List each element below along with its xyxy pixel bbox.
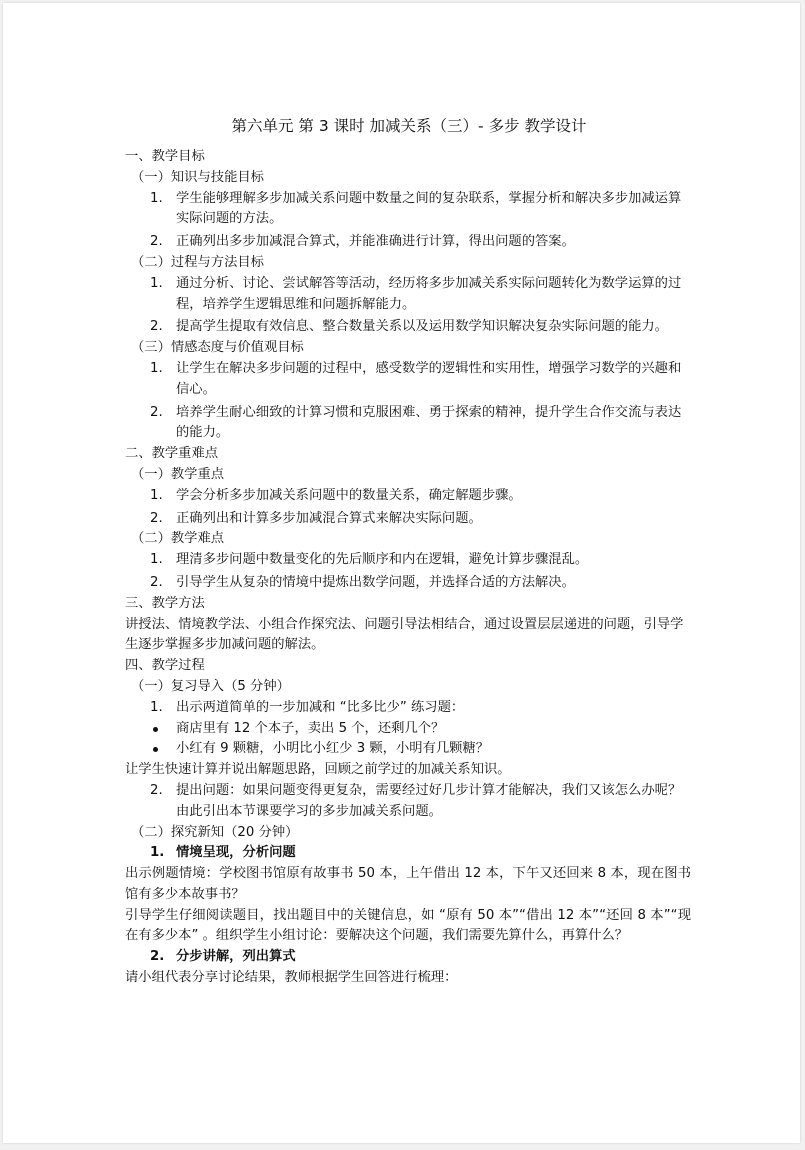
list-item (125, 781, 691, 823)
list-text: 正确列出多步加减混合算式，并能准确进行计算，得出问题的答案。 (176, 234, 575, 250)
paragraph: 请小组代表分享讨论结果，教师根据学生回答进行梳理： (125, 970, 458, 986)
list-text: 提出问题：如果问题变得更复杂，需要经过好几步计算才能解决，我们又该怎么办呢？由此引出本节课要学习的多步加减关系问题。 (176, 782, 682, 819)
list-text: 让学生在解决多步问题的过程中，感受数学的逻辑性和实用性，增强学习数学的兴趣和信心。 (176, 360, 682, 397)
list-text: 理清多步问题中数量变化的先后顺序和内在逻辑，避免计算步骤混乱。 (176, 552, 589, 568)
subsection-heading: （一）教学重点 (131, 466, 225, 482)
bullet-item (125, 719, 691, 740)
list-number: 2. (150, 319, 163, 335)
list-item (125, 573, 691, 594)
section-heading: 一、教学目标 (125, 149, 205, 164)
list-item (125, 359, 691, 401)
subsection-heading: （二）过程与方法目标 (131, 254, 264, 270)
section-heading: 三、教学方法 (125, 595, 205, 611)
list-item (125, 509, 691, 530)
list-item (125, 550, 691, 571)
document-page (3, 3, 800, 1143)
list-number: 1. (150, 275, 163, 291)
list-text: 学生能够理解多步加减关系问题中数量之间的复杂联系，掌握分析和解决多步加减运算实际问题的方法。 (176, 190, 682, 227)
paragraph: 讲授法、情境教学法、小组合作探究法、问题引导法相结合，通过设置层层递进的问题，引导学生逐步掌握多步加减问题的解法。 (125, 616, 684, 653)
list-number: 2. (150, 404, 163, 420)
list-item (125, 698, 691, 719)
list-number: 1. (150, 552, 163, 568)
list-item (125, 232, 691, 253)
bullet-text: 小红有 9 颗糖，小明比小红少 3 颗，小明有几颗糖？ (176, 741, 490, 757)
bullet-item (125, 739, 691, 760)
list-item (125, 317, 691, 338)
paragraph: 出示例题情境：学校图书馆原有故事书 50 本，上午借出 12 本，下午又还回来 8 本，现在图书馆有多少本故事书？ (125, 866, 691, 902)
list-text: 提高学生提取有效信息、整合数量关系以及运用数学知识解决复杂实际问题的能力。 (176, 319, 668, 335)
list-item (125, 403, 691, 445)
list-number: 2. (150, 782, 163, 798)
subsection-heading: （二）探究新知（20 分钟） (131, 824, 299, 840)
list-text: 学会分析多步加减关系问题中的数量关系，确定解题步骤。 (176, 487, 522, 503)
step-heading (125, 947, 691, 968)
subsection-heading: （一）复习导入（5 分钟） (131, 678, 290, 694)
subsection-heading: （二）教学难点 (131, 531, 225, 547)
list-text: 培养学生耐心细致的计算习惯和克服困难、勇于探索的精神，提升学生合作交流与表达的能力。 (176, 404, 682, 441)
list-number: 1. (150, 360, 163, 376)
step-text: 分步讲解，列出算式 (176, 949, 296, 965)
subsection-heading: （一）知识与技能目标 (131, 169, 264, 185)
step-number: 1. (150, 845, 165, 861)
list-item (125, 189, 691, 231)
section-heading: 二、教学重难点 (125, 446, 219, 462)
paragraph: 让学生快速计算并说出解题思路，回顾之前学过的加减关系知识。 (125, 762, 511, 778)
document-body (125, 115, 691, 989)
bullet-dot-icon (153, 747, 158, 752)
page-title: 第六单元 第 3 课时 加减关系（三）- 多步 教学设计 (231, 117, 587, 135)
step-text: 情境呈现，分析问题 (176, 845, 296, 861)
paragraph: 引导学生仔细阅读题目，找出题目中的关键信息，如 “原有 50 本”“借出 12 本”“还回 8 本”“现在有多少本” 。组织学生小组讨论：要解决这个问题，我们需要先算什么，再算什么？ (125, 907, 691, 944)
list-number: 2. (150, 574, 163, 590)
list-number: 1. (150, 487, 163, 503)
list-text: 引导学生从复杂的情境中提炼出数学问题，并选择合适的方法解决。 (176, 574, 575, 590)
step-number: 2. (150, 949, 165, 965)
list-text: 正确列出和计算多步加减混合算式来解决实际问题。 (176, 510, 482, 526)
step-heading (125, 843, 691, 864)
section-heading: 四、教学过程 (125, 658, 205, 674)
subsection-heading: （三）情感态度与价值观目标 (131, 340, 304, 356)
list-number: 1. (150, 190, 163, 206)
list-number: 1. (150, 699, 163, 715)
list-item (125, 486, 691, 507)
bullet-dot-icon (153, 727, 158, 732)
list-text: 出示两道简单的一步加减和 “比多比少” 练习题： (176, 699, 465, 715)
list-text: 通过分析、讨论、尝试解答等活动，经历将多步加减关系实际问题转化为数学运算的过程，培养学生逻辑思维和问题拆解能力。 (176, 275, 682, 312)
list-number: 2. (150, 234, 163, 250)
bullet-text: 商店里有 12 个本子，卖出 5 个，还剩几个？ (176, 720, 445, 736)
list-item (125, 274, 691, 316)
list-number: 2. (150, 510, 163, 526)
